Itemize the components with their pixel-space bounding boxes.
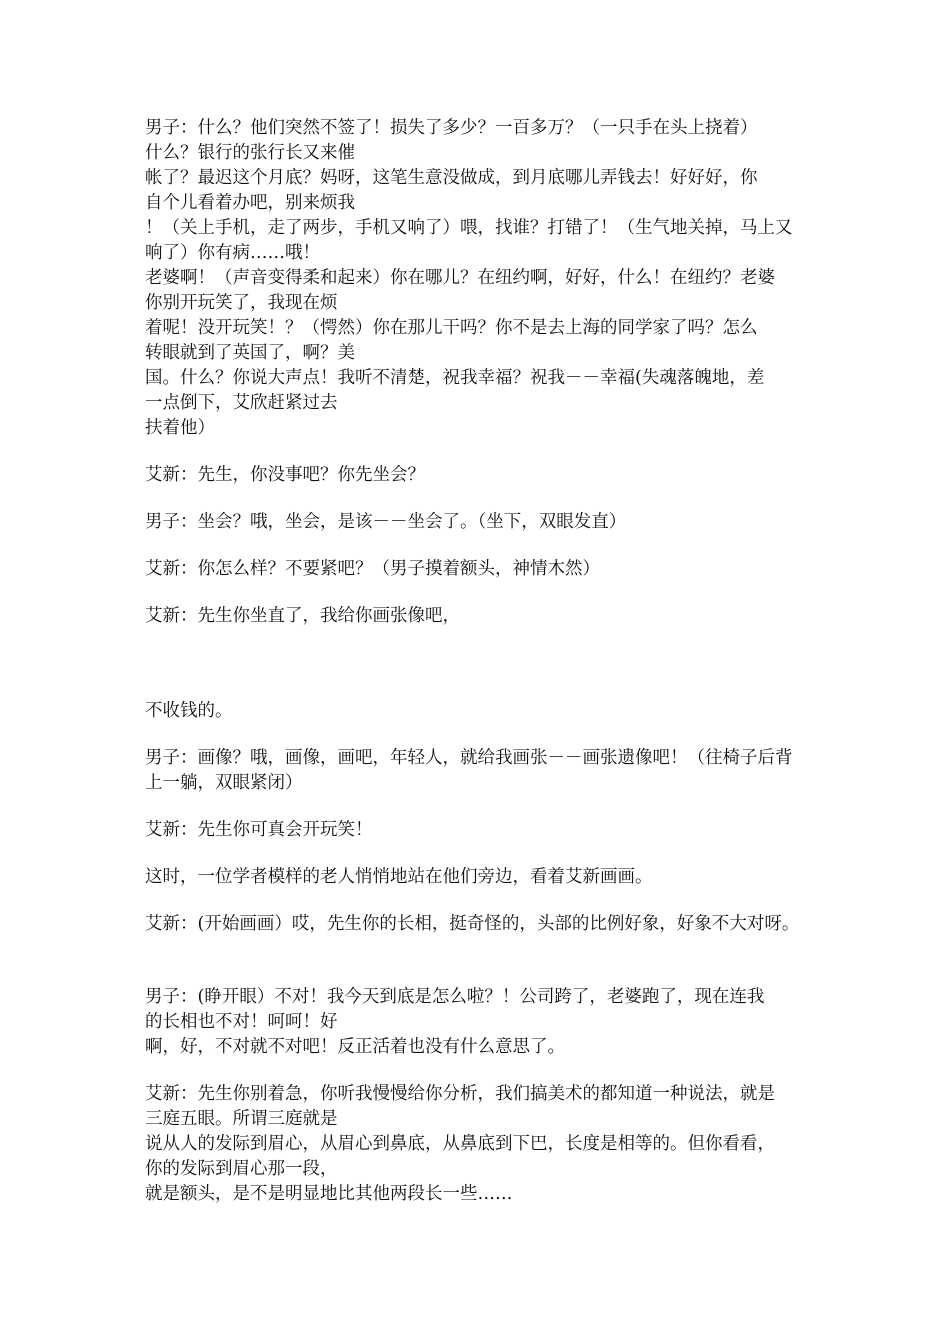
text-line: 男子：(睁开眼）不对！我今天到底是怎么啦？！公司跨了，老婆跑了，现在连我 [145,987,765,1007]
text-line: 艾新：先生你可真会开玩笑！ [145,820,373,840]
paragraph-gap [145,796,825,818]
paragraph-9 [145,865,825,890]
paragraph-gap [145,582,825,604]
text-line: 啊，好，不对就不对吧！反正活着也没有什么意思了。 [145,1037,565,1057]
text-line: 艾新：先生你别着急，你听我慢慢给你分析，我们搞美术的都知道一种说法，就是 [145,1084,775,1104]
paragraph-3 [145,510,825,535]
text-line: 国。什么？你说大声点！我听不清楚，祝我幸福？祝我－－幸福(失魂落魄地，差 [145,368,765,388]
paragraph-4 [145,557,825,582]
text-line: 艾新：你怎么样？不要紧吧？（男子摸着额头，神情木然） [145,559,600,579]
paragraph-gap [145,535,825,557]
text-line: 什么？银行的张行长又来催 [145,143,355,163]
text-line: 你的发际到眉心那一段， [145,1159,338,1179]
text-line: 三庭五眼。所谓三庭就是 [145,1109,338,1129]
paragraph-2 [145,463,825,488]
text-line: 艾新：(开始画画）哎，先生你的长相，挺奇怪的，头部的比例好象，好象不大对呀。 [145,914,800,934]
text-line: 艾新：先生，你没事吧？你先坐会？ [145,465,425,485]
text-line: 艾新：先生你坐直了，我给你画张像吧， [145,606,460,626]
document-page [145,116,825,1207]
text-line: 男子：画像？哦，画像，画吧，年轻人，就给我画张－－画张遗像吧！（往椅子后背 [145,748,793,768]
paragraph-gap [145,843,825,865]
text-line: 就是额头，是不是明显地比其他两段长一些…… [145,1184,513,1204]
paragraph-1 [145,116,825,441]
paragraph-gap [145,937,825,985]
text-line: 的长相也不对！呵呵！好 [145,1012,338,1032]
paragraph-7 [145,746,825,796]
paragraph-8 [145,818,825,843]
text-line: 男子：坐会？哦，坐会，是该－－坐会了。（坐下，双眼发直） [145,512,627,532]
text-line: ！（关上手机，走了两步，手机又响了）喂，找谁？打错了！（生气地关掉，马上又 [145,218,793,238]
text-line: 老婆啊！（声音变得柔和起来）你在哪儿？在纽约啊，好好，什么！在纽约？老婆 [145,268,775,288]
text-line: 着呢！没开玩笑！？（愕然）你在那儿干吗？你不是去上海的同学家了吗？怎么 [145,318,758,338]
text-line: 扶着他） [145,418,215,438]
text-line: 你别开玩笑了，我现在烦 [145,293,338,313]
text-line: 说从人的发际到眉心，从眉心到鼻底，从鼻底到下巴，长度是相等的。但你看看， [145,1134,775,1154]
text-line: 帐了？最迟这个月底？妈呀，这笔生意没做成，到月底哪儿弄钱去！好好好，你 [145,168,758,188]
paragraph-gap [145,488,825,510]
text-line: 男子：什么？他们突然不签了！损失了多少？一百多万？（一只手在头上挠着） [145,118,758,138]
paragraph-11 [145,985,825,1060]
paragraph-6 [145,699,825,724]
text-line: 一点倒下，艾欣赶紧过去 [145,393,338,413]
paragraph-gap [145,441,825,463]
paragraph-gap [145,724,825,746]
text-line: 不收钱的。 [145,701,233,721]
text-line: 上一躺，双眼紧闭） [145,773,303,793]
paragraph-10 [145,912,825,937]
paragraph-gap [145,677,825,699]
paragraph-gap [145,890,825,912]
text-line: 自个儿看着办吧，别来烦我 [145,193,355,213]
paragraph-gap [145,1060,825,1082]
text-line: 这时，一位学者模样的老人悄悄地站在他们旁边，看着艾新画画。 [145,867,653,887]
paragraph-12 [145,1082,825,1207]
paragraph-gap [145,629,825,677]
text-line: 转眼就到了英国了，啊？美 [145,343,355,363]
paragraph-5 [145,604,825,629]
text-line: 响了）你有病……哦！ [145,243,320,263]
